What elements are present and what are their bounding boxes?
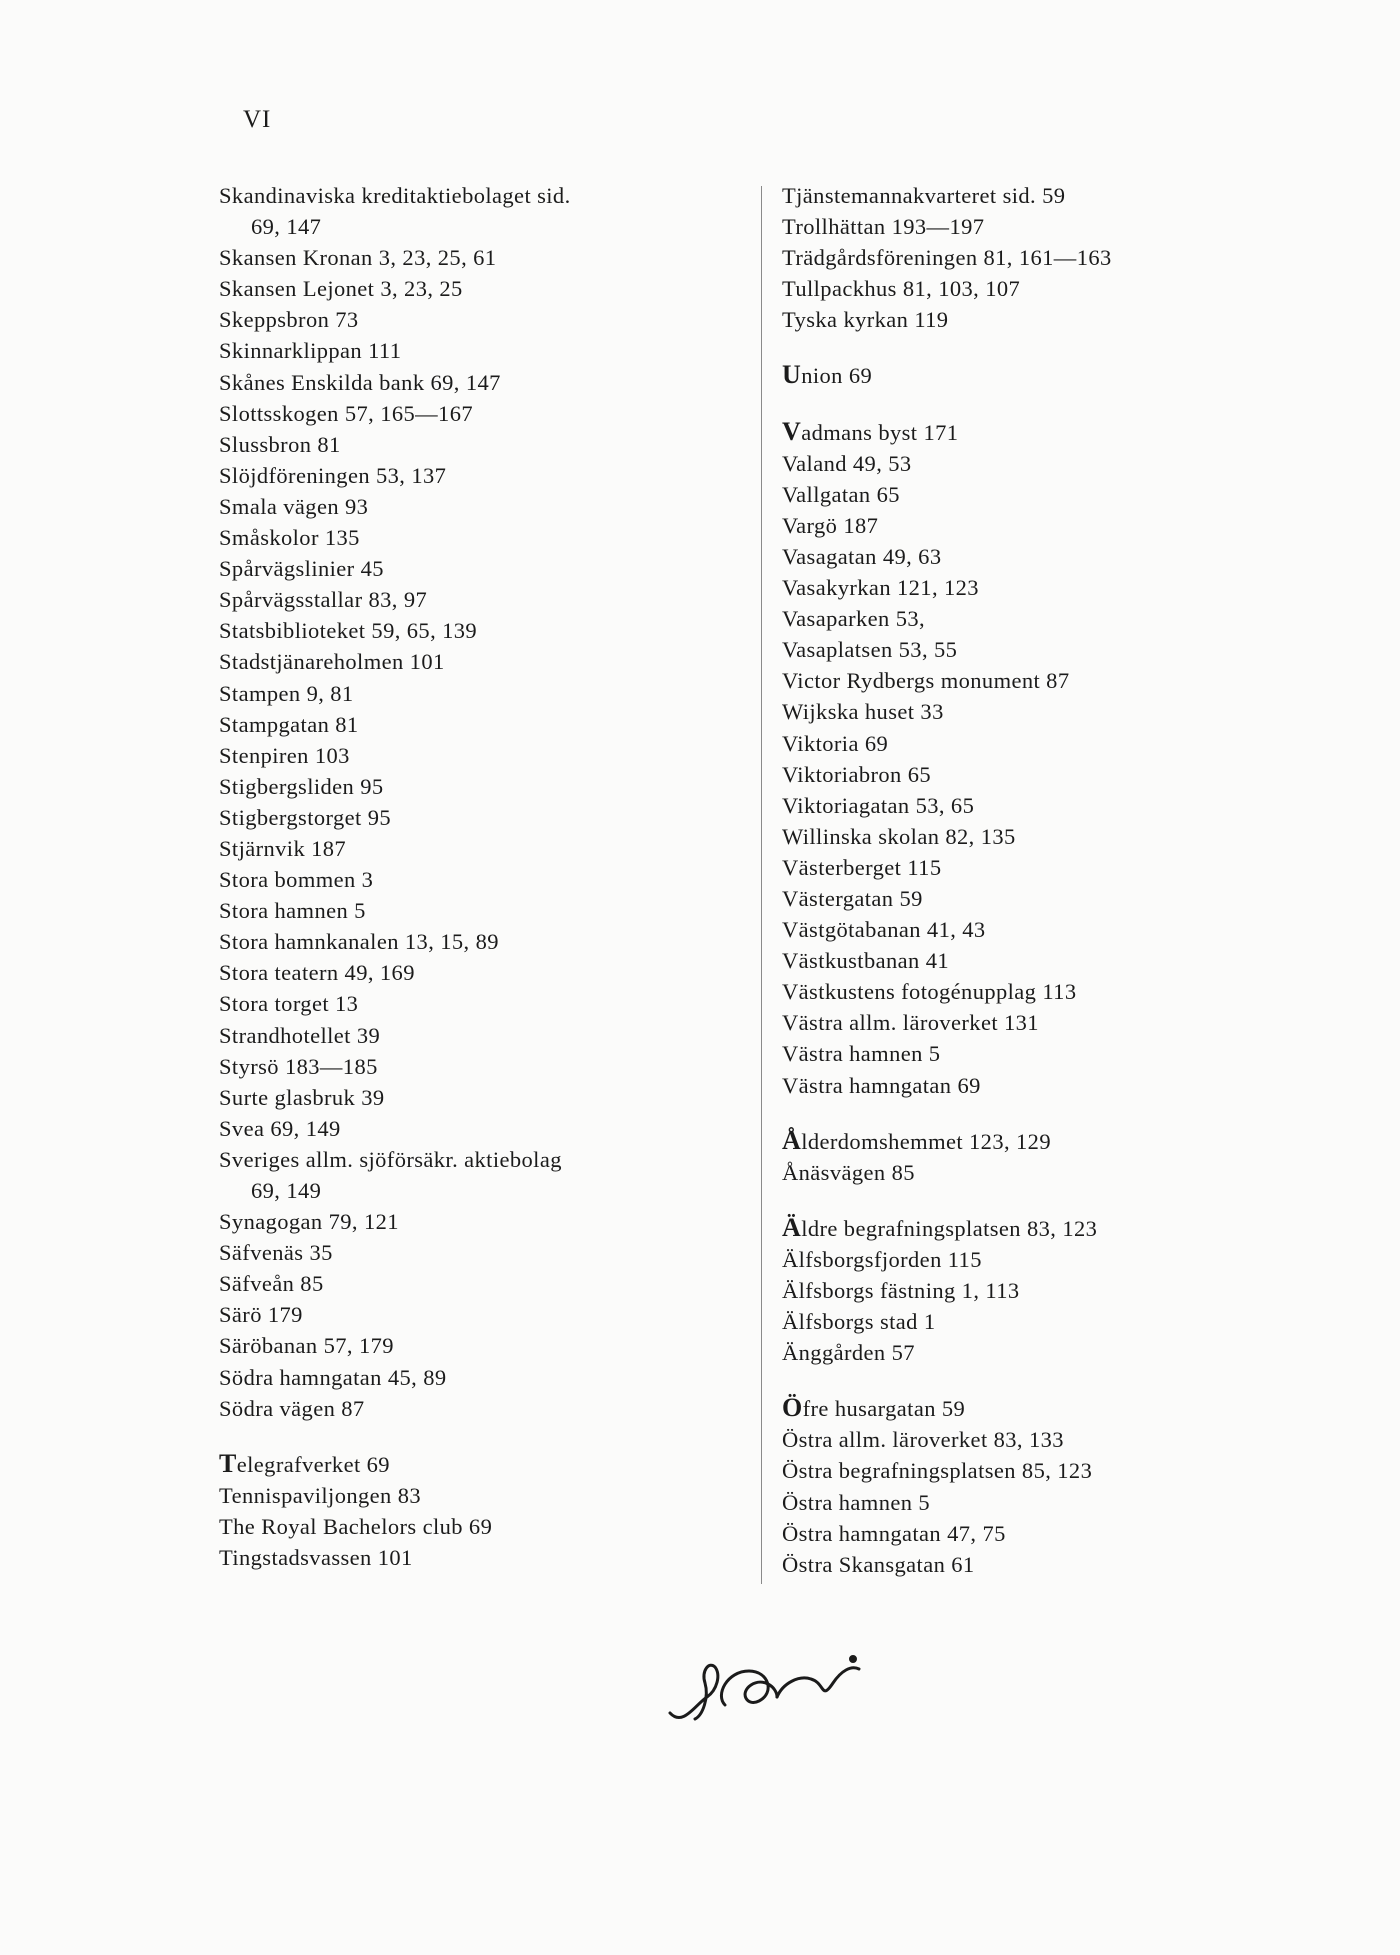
index-entry-text: Östra hamnen 5 (782, 1489, 931, 1515)
index-entry (219, 522, 749, 553)
index-group (219, 180, 749, 1424)
index-entry (219, 1542, 749, 1573)
index-entry (782, 1455, 1292, 1486)
index-entry-text: nion 69 (801, 363, 873, 389)
index-entry (782, 242, 1292, 273)
index-entry (219, 1448, 749, 1480)
index-entry (782, 728, 1292, 759)
index-entry (219, 1480, 749, 1511)
index-entry (782, 821, 1292, 852)
index-entry (782, 1212, 1292, 1244)
index-entry (219, 335, 749, 366)
index-entry-text: Änggården 57 (782, 1340, 915, 1366)
index-entry-text: Småskolor 135 (219, 525, 360, 551)
index-entry (782, 1424, 1292, 1455)
index-entry-text: Strandhotellet 39 (219, 1022, 381, 1048)
index-entry-text: Säfveån 85 (219, 1271, 324, 1297)
index-entry-text: Västerberget 115 (782, 854, 942, 880)
index-entry-text: Särö 179 (219, 1302, 303, 1328)
index-group (782, 1392, 1292, 1580)
index-entry (782, 1487, 1292, 1518)
index-entry-text: Stigbergsliden 95 (219, 773, 384, 799)
index-entry (219, 926, 749, 957)
index-entry (782, 448, 1292, 479)
index-entry (219, 646, 749, 677)
index-entry (219, 678, 749, 709)
column-divider (761, 186, 762, 1584)
index-entry-text: Skinnarklippan 111 (219, 338, 402, 364)
index-entry-text: Västergatan 59 (782, 885, 923, 911)
index-entry (782, 479, 1292, 510)
index-entry (782, 273, 1292, 304)
index-group (782, 416, 1292, 1101)
index-entry-text: Östra allm. läroverket 83, 133 (782, 1427, 1064, 1453)
index-entry-text: fre husargatan 59 (802, 1396, 966, 1422)
index-entry-text: Viktoriagatan 53, 65 (782, 792, 975, 818)
index-entry (782, 359, 1292, 391)
index-entry (219, 957, 749, 988)
index-entry-text: Västkustbanan 41 (782, 948, 949, 974)
index-entry-text: Östra Skansgatan 61 (782, 1551, 975, 1577)
index-entry (782, 790, 1292, 821)
index-entry (782, 1157, 1292, 1188)
index-entry (219, 460, 749, 491)
index-entry-text: Spårvägsstallar 83, 97 (219, 587, 428, 613)
index-entry (782, 510, 1292, 541)
index-entry-text: Ånäsvägen 85 (782, 1159, 915, 1185)
index-entry-initial: Å (782, 1125, 802, 1155)
index-entry (782, 1518, 1292, 1549)
index-entry (219, 1051, 749, 1082)
index-entry-text: Styrsö 183—185 (219, 1053, 378, 1079)
index-entry-text: Slöjdföreningen 53, 137 (219, 462, 447, 488)
calligraphic-flourish-icon (665, 1635, 865, 1735)
flourish-left-stroke (670, 1665, 718, 1719)
index-entry-text: Willinska skolan 82, 135 (782, 823, 1016, 849)
index-entry-text: Älfsborgs fästning 1, 113 (782, 1278, 1020, 1303)
index-entry (219, 242, 749, 273)
index-entry-text: Tingstadsvassen 101 (219, 1545, 413, 1571)
index-entry-initial: Ä (782, 1212, 802, 1242)
index-entry (219, 1206, 749, 1237)
index-entry-text: Surte glasbruk 39 (219, 1084, 385, 1110)
index-entry-text: Smala vägen 93 (219, 493, 369, 519)
index-group (782, 180, 1292, 335)
index-entry-text: Tyska kyrkan 119 (782, 307, 949, 333)
index-entry-text: Stampgatan 81 (219, 711, 359, 737)
index-entry-text: Vasaparken 53, (782, 606, 926, 632)
index-entry-text: Skansen Kronan 3, 23, 25, 61 (219, 245, 497, 271)
index-entry (219, 1175, 749, 1206)
index-entry (219, 895, 749, 926)
index-entry-text: Västgötabanan 41, 43 (782, 917, 986, 943)
index-entry (219, 273, 749, 304)
index-entry (219, 1393, 749, 1424)
index-entry-text: Södra vägen 87 (219, 1395, 365, 1421)
index-entry-text: Viktoria 69 (782, 730, 889, 756)
index-entry-text: Stampen 9, 81 (219, 680, 354, 706)
index-entry-text: Säfvenäs 35 (219, 1240, 333, 1266)
index-entry (219, 491, 749, 522)
index-entry (219, 1362, 749, 1393)
index-entry-text: The Royal Bachelors club 69 (219, 1513, 493, 1539)
index-entry-text: Victor Rydbergs monument 87 (782, 668, 1070, 694)
index-entry (782, 541, 1292, 572)
index-group (782, 1212, 1292, 1368)
index-entry-text: Slussbron 81 (219, 431, 341, 457)
index-entry (219, 988, 749, 1019)
index-entry (219, 615, 749, 646)
index-entry-text: ldre begrafningsplatsen 83, 123 (801, 1215, 1098, 1241)
flourish-loop (721, 1671, 777, 1705)
index-group (219, 1448, 749, 1573)
index-entry-text: Älfsborgs stad 1 (782, 1309, 936, 1335)
index-entry (219, 802, 749, 833)
index-group (782, 359, 1292, 391)
index-entry-text: Tjänstemannakvarteret sid. 59 (782, 183, 1066, 208)
index-entry-text: Svea 69, 149 (219, 1115, 341, 1141)
index-entry-text: Östra begrafningsplatsen 85, 123 (782, 1458, 1093, 1484)
index-entry-text: Vasagatan 49, 63 (782, 543, 942, 569)
index-entry-initial: T (219, 1448, 237, 1478)
index-entry (782, 1007, 1292, 1038)
index-entry-text: Stora hamnkanalen 13, 15, 89 (219, 929, 499, 955)
index-entry (782, 180, 1292, 211)
index-entry (782, 852, 1292, 883)
index-entry (782, 1070, 1292, 1101)
index-entry-text: admans byst 171 (801, 419, 959, 445)
index-entry-text: Stora bommen 3 (219, 867, 374, 893)
index-entry (782, 696, 1292, 727)
index-entry (782, 1549, 1292, 1580)
index-entry (219, 584, 749, 615)
index-entry (219, 1113, 749, 1144)
index-entry-text: Östra hamngatan 47, 75 (782, 1520, 1006, 1546)
index-entry (782, 572, 1292, 603)
index-entry-text: Stora hamnen 5 (219, 898, 366, 924)
index-entry-text: 69, 147 (251, 214, 322, 240)
index-entry-initial: V (782, 416, 802, 446)
index-entry-initial: Ö (782, 1393, 803, 1423)
flourish-dot (851, 1657, 856, 1662)
index-entry (782, 416, 1292, 448)
index-entry (219, 1268, 749, 1299)
index-entry-text: Viktoriabron 65 (782, 761, 931, 787)
index-entry (219, 180, 749, 211)
index-entry (219, 304, 749, 335)
index-entry-text: 69, 149 (251, 1178, 322, 1203)
index-entry-text: Statsbiblioteket 59, 65, 139 (219, 618, 478, 644)
index-entry-text: Säröbanan 57, 179 (219, 1333, 394, 1359)
index-entry (219, 833, 749, 864)
index-entry (782, 634, 1292, 665)
index-entry-text: Stora torget 13 (219, 991, 359, 1017)
index-entry (219, 211, 749, 242)
index-entry (219, 367, 749, 398)
index-entry-text: Skansen Lejonet 3, 23, 25 (219, 276, 463, 302)
index-entry-text: Trädgårdsföreningen 81, 161—163 (782, 245, 1112, 271)
index-entry (782, 1275, 1292, 1306)
page-number: VI (243, 106, 272, 133)
index-entry-text: Wijkska huset 33 (782, 699, 944, 725)
index-entry (782, 759, 1292, 790)
index-entry (219, 1330, 749, 1361)
index-entry (219, 771, 749, 802)
index-column-right (782, 180, 1292, 1580)
index-entry-text: Södra hamngatan 45, 89 (219, 1364, 447, 1390)
index-entry (782, 1306, 1292, 1337)
index-entry-text: Västra hamngatan 69 (782, 1072, 981, 1098)
flourish-right-stroke (777, 1668, 859, 1697)
index-entry (219, 1082, 749, 1113)
index-entry-text: lderdomshemmet 123, 129 (801, 1128, 1051, 1154)
index-entry-text: Skånes Enskilda bank 69, 147 (219, 369, 501, 395)
index-entry-text: elegrafverket 69 (236, 1451, 390, 1477)
index-entry-text: Sveriges allm. sjöförsäkr. aktiebolag (219, 1146, 562, 1172)
index-entry-text: Synagogan 79, 121 (219, 1209, 399, 1235)
index-entry-text: Vasakyrkan 121, 123 (782, 575, 979, 601)
index-entry-text: Stigbergstorget 95 (219, 804, 391, 830)
index-entry (782, 1038, 1292, 1069)
index-entry-text: Vasaplatsen 53, 55 (782, 637, 958, 663)
index-entry-text: Stenpiren 103 (219, 742, 350, 768)
index-entry (782, 665, 1292, 696)
index-entry-text: Valand 49, 53 (782, 450, 912, 476)
index-entry-text: Stjärnvik 187 (219, 835, 347, 861)
index-entry (219, 1237, 749, 1268)
index-entry-text: Stadstjänareholmen 101 (219, 649, 445, 675)
index-entry-text: Skandinaviska kreditaktiebolaget sid. (219, 183, 571, 208)
index-entry (782, 945, 1292, 976)
index-entry (782, 1244, 1292, 1275)
index-entry (782, 211, 1292, 242)
index-entry-text: Slottsskogen 57, 165—167 (219, 400, 473, 426)
index-entry (219, 864, 749, 895)
index-entry (219, 1511, 749, 1542)
index-entry-text: Västkustens fotogénupplag 113 (782, 979, 1077, 1005)
index-entry (782, 883, 1292, 914)
index-entry-initial: U (782, 360, 802, 390)
index-entry (782, 1125, 1292, 1157)
index-entry (219, 1144, 749, 1175)
index-entry-text: Tennispaviljongen 83 (219, 1482, 422, 1508)
flourish-svg (665, 1635, 865, 1735)
index-entry (219, 1020, 749, 1051)
index-entry-text: Spårvägslinier 45 (219, 556, 384, 582)
index-entry (219, 740, 749, 771)
index-entry (782, 603, 1292, 634)
index-entry-text: Västra allm. läroverket 131 (782, 1010, 1039, 1036)
index-group (782, 1125, 1292, 1188)
index-entry-text: Västra hamnen 5 (782, 1041, 941, 1067)
index-entry (219, 1299, 749, 1330)
index-entry (219, 429, 749, 460)
index-entry-text: Skeppsbron 73 (219, 307, 359, 333)
index-entry-text: Tullpackhus 81, 103, 107 (782, 276, 1021, 302)
index-entry (782, 1337, 1292, 1368)
index-entry-text: Stora teatern 49, 169 (219, 960, 415, 986)
index-entry-text: Vargö 187 (782, 512, 879, 538)
index-entry (782, 914, 1292, 945)
index-entry-text: Vallgatan 65 (782, 481, 900, 507)
index-entry (782, 304, 1292, 335)
index-entry-text: Trollhättan 193—197 (782, 214, 985, 240)
index-entry (782, 976, 1292, 1007)
index-entry (782, 1392, 1292, 1424)
index-column-left (219, 180, 749, 1573)
index-entry (219, 398, 749, 429)
index-entry-text: Älfsborgsfjorden 115 (782, 1246, 982, 1272)
index-entry (219, 709, 749, 740)
index-entry (219, 553, 749, 584)
